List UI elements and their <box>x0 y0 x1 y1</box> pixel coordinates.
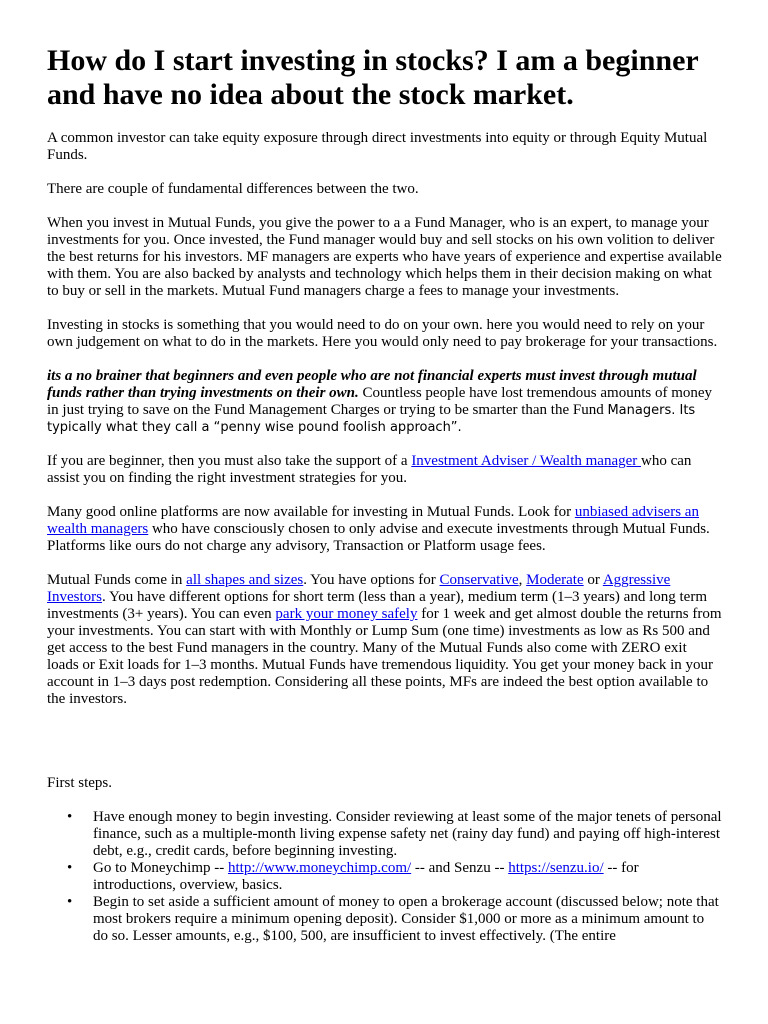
paragraph-differences: There are couple of fundamental differences between the two. <box>47 181 419 197</box>
paragraph-text: If you are beginner, then you must also take the support of a <box>47 453 412 469</box>
all-shapes-sizes-link[interactable]: all shapes and sizes <box>186 572 304 588</box>
first-steps-heading: First steps. <box>47 775 113 791</box>
aggressive-investors-link[interactable]: Aggressive Investors <box>47 572 671 605</box>
paragraph-text: , <box>518 572 527 588</box>
park-money-safely-link[interactable]: park your money safely <box>275 606 418 622</box>
emphasis-text: its a no brainer that beginners and even people who are not financial experts must invest through mutual funds rather than trying investments on their own. <box>47 368 697 401</box>
bullet-icon: • <box>67 809 73 825</box>
paragraph-no-brainer <box>47 368 722 436</box>
list-item <box>47 860 722 894</box>
list-item-text: Have enough money to begin investing. Consider reviewing at least some of the major tenets of personal finance, such as a multiple-month living expense safety net (rainy day fund) and paying off high-interest debt, e.g., credit cards, before beginning investing. <box>93 809 722 859</box>
investment-adviser-link[interactable]: Investment Adviser / Wealth manager <box>411 453 642 469</box>
moderate-link[interactable]: Moderate <box>526 572 584 588</box>
paragraph-text: Many good online platforms are now available for investing in Mutual Funds. Look for <box>47 504 575 520</box>
list-item-text: Go to Moneychimp -- <box>93 860 228 876</box>
paragraph-text: who can assist you on finding the right investment strategies for you. <box>47 453 692 486</box>
unbiased-advisers-link[interactable]: unbiased advisers an wealth managers <box>47 504 699 537</box>
conservative-link[interactable]: Conservative <box>439 572 519 588</box>
paragraph-text-sans: Managers. Its typically what they call a “penny wise pound foolish approach”. <box>47 403 696 435</box>
first-steps-list <box>47 809 722 945</box>
senzu-link[interactable]: https://senzu.io/ <box>508 860 604 876</box>
paragraph-text: . You have options for <box>303 572 440 588</box>
paragraph-fund-options <box>47 572 722 708</box>
paragraph-text: . You have different options for short term (less than a year), medium term (1–3 years) and long term investments (3+ years). You can even <box>47 589 707 622</box>
paragraph-text: Mutual Funds come in <box>47 572 187 588</box>
paragraph-mutual-funds: When you invest in Mutual Funds, you give the power to a a Fund Manager, who is an expert, to manage your investments for you. Once invested, the Fund manager would buy and sell stocks on his own volition to deliver the best returns for his investors. MF managers are experts who have years of experience and expertise available with them. You are also backed by analysts and technology which helps them in their decision making on what to buy or sell in the markets. Mutual Fund managers charge a fees to manage your investments. <box>47 215 722 299</box>
bullet-icon: • <box>67 860 73 876</box>
paragraph-platforms <box>47 504 722 555</box>
paragraph-intro: A common investor can take equity exposure through direct investments into equity or through Equity Mutual Funds. <box>47 130 708 163</box>
spacer <box>47 725 722 775</box>
list-item <box>47 809 722 860</box>
moneychimp-link[interactable]: http://www.moneychimp.com/ <box>227 860 412 876</box>
paragraph-text: for 1 week and get almost double the returns from your investments. You can start with with Monthly or Lump Sum (one time) investments as low as Rs 500 and get access to the best Fund managers in the country. Many of the Mutual Funds also come with ZERO exit loads or Exit loads for 1–3 months. Mutual Funds have tremendous liquidity. You get your money back in your account in 1–3 days post redemption. Considering all these points, MFs are indeed the best option available to the investors. <box>47 606 722 707</box>
page-title: How do I start investing in stocks? I am a beginner and have no idea about the stock market. <box>47 44 699 111</box>
bullet-icon: • <box>67 894 73 910</box>
list-item-text: Begin to set aside a sufficient amount of money to open a brokerage account (discussed below; note that most brokers require a minimum opening deposit). Consider $1,000 or more as a minimum amount to do so. Lesser amounts, e.g., $100, 500, are insufficient to invest effectively. (The entire <box>93 894 719 944</box>
list-item-text: -- for introductions, overview, basics. <box>93 860 639 893</box>
paragraph-text: Countless people have lost tremendous amounts of money in just trying to save on the Fund Management Charges or trying to be smarter than the Fund <box>47 385 713 418</box>
list-item <box>47 894 722 945</box>
list-item-text: -- and Senzu -- <box>411 860 509 876</box>
paragraph-text: or <box>583 572 603 588</box>
paragraph-text: who have consciously chosen to only advise and execute investments through Mutual Funds. Platforms like ours do not charge any advisory, Transaction or Platform usage fees. <box>47 521 710 554</box>
paragraph-adviser <box>47 453 722 487</box>
paragraph-stocks: Investing in stocks is something that you would need to do on your own. here you would need to rely on your own judgement on what to do in the markets. Here you would only need to pay brokerage for your transactions. <box>47 317 718 350</box>
